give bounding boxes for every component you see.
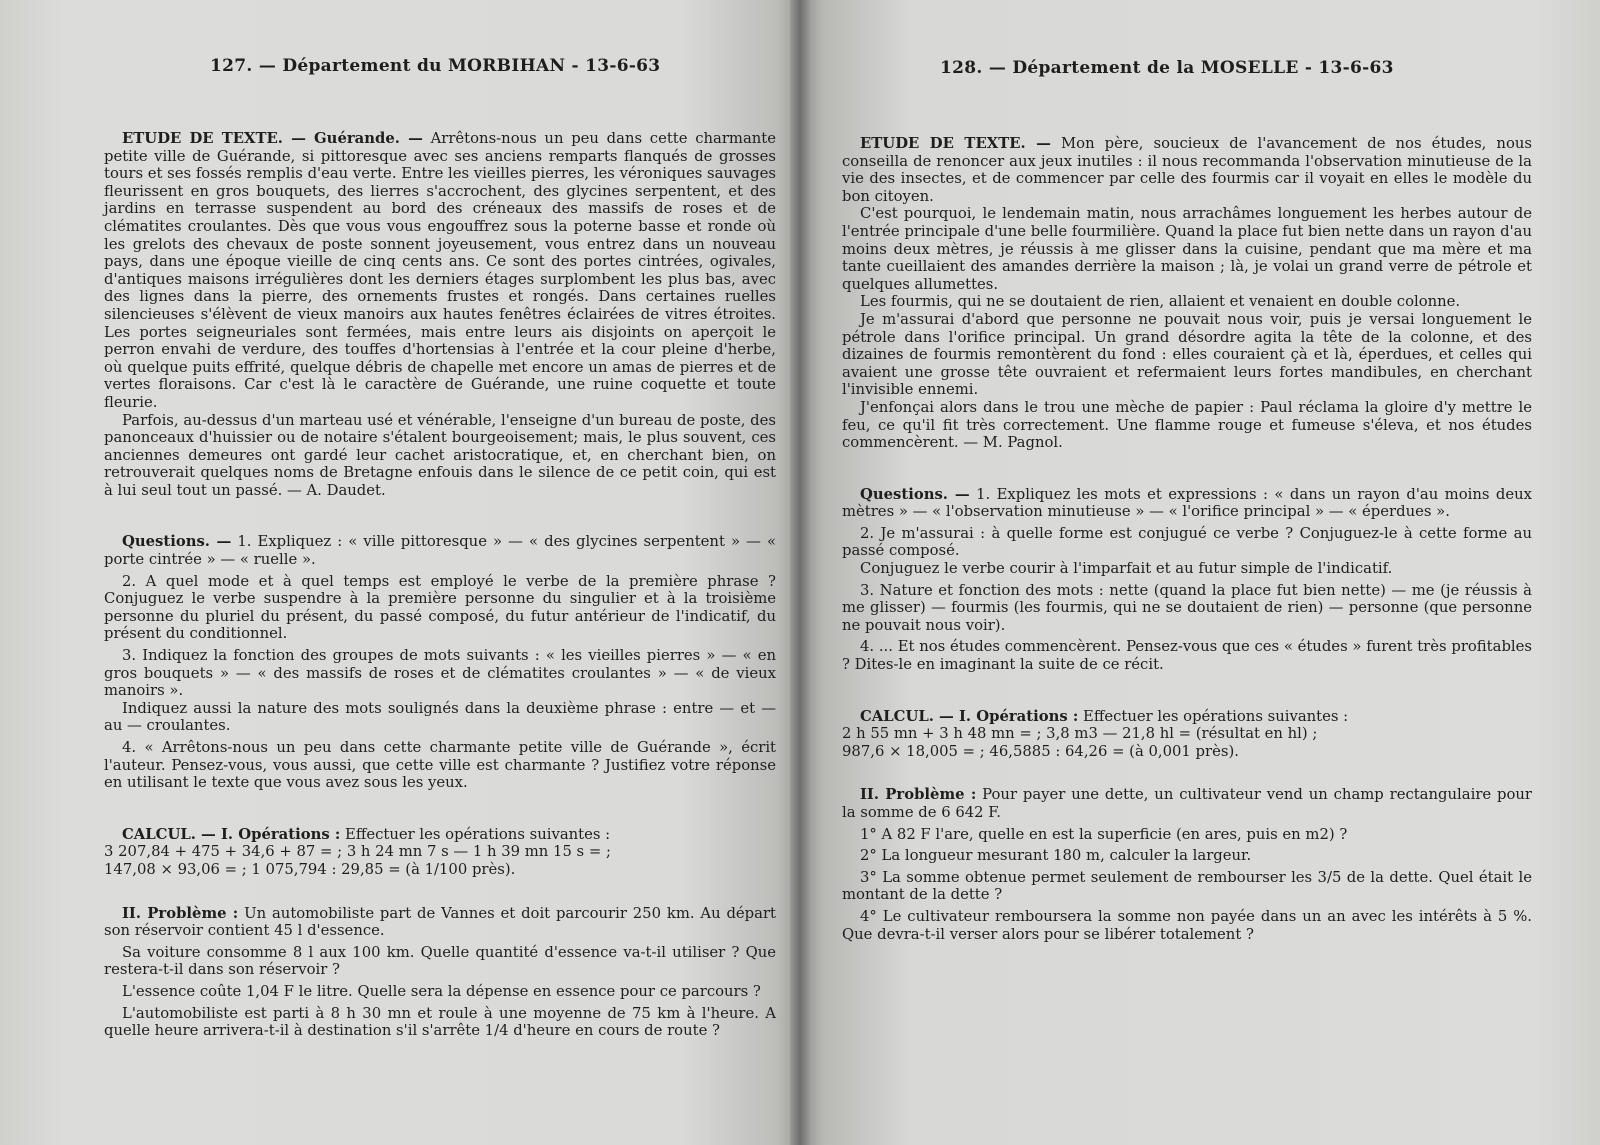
left-probleme: [104, 905, 776, 1040]
right-calcul-line-2: 987,6 × 18,005 = ; 46,5885 : 64,26 = (à 0,001 près).: [842, 742, 1239, 760]
right-probleme: [842, 786, 1532, 943]
left-question-2: 2. A quel mode et à quel temps est employé le verbe de la première phrase ? Conjuguez le verbe suspendre à la première personne du singulier et à la troisième personne du pluriel du présent, du passé composé, du futur antérieur de l'indicatif, du présent du conditionnel.: [104, 572, 776, 643]
left-page-header: 127. — Département du MORBIHAN - 13-6-63: [210, 56, 661, 76]
right-page-content: [842, 135, 1532, 943]
left-calcul: [104, 826, 776, 879]
left-questions: [104, 533, 776, 791]
left-calcul-intro-text: Effectuer les opérations suivantes :: [345, 825, 611, 843]
right-question-1-text: 1. Expliquez les mots et expressions : « dans un rayon d'au moins deux mètres » — « l'observation minutieuse » — « l'orifice principal » — « éperdues ».: [842, 485, 1532, 521]
left-probleme-paragraph-4: L'automobiliste est parti à 8 h 30 mn et roule à une moyenne de 75 km à l'heure. A quelle heure arrivera-t-il à destination s'il s'arrête 1/4 d'heure en cours de route ?: [104, 1004, 776, 1040]
left-etude-paragraph-2: Parfois, au-dessus d'un marteau usé et vénérable, l'enseigne d'un bureau de poste, des panonceaux d'huissier ou de notaire s'étalent bourgeoisement; mais, le plus souvent, ces anciennes demeures ont gardé leur cachet aristocratique, et, en cherchant bien, on retrouverait quelques noms de Bretagne enfouis dans le silence de ce petit coin, qui est à lui seul tout un passé. — A. Daudet.: [104, 411, 776, 499]
right-question-1: [842, 486, 1532, 521]
right-etude-paragraph-1: Mon père, soucieux de l'avancement de nos études, nous conseilla de renoncer aux jeux inutiles : il nous recommanda l'observation minutieuse de la vie des insectes, et de commencer par celle des fourmis car il voyait en elles le modèle du bon citoyen.: [842, 135, 1532, 205]
left-probleme-label: II. Problème :: [122, 904, 239, 922]
right-probleme-paragraph-2: 1° A 82 F l'are, quelle en est la superficie (en ares, puis en m2) ?: [860, 825, 1348, 843]
left-probleme-paragraph-3: L'essence coûte 1,04 F le litre. Quelle sera la dépense en essence pour ce parcours ?: [122, 982, 761, 1000]
right-calcul-intro-text: Effectuer les opérations suivantes :: [1083, 707, 1349, 725]
left-etude-paragraph-1: Arrêtons-nous un peu dans cette charmante petite ville de Guérande, si pittoresque avec ses anciens remparts flanqués de grosses tours et ses fossés remplis d'eau verte. Entre les vieilles pierres, les véroniques sauvages fleurissent en gros bouquets, des lierres s'accrochent, des glycines serpentent, et des jardins en terrasse suspendent au bord des créneaux des massifs de roses et de clématites croulantes. Dès que vous vous engouffrez sous la poterne basse et ronde où les grelots des chevaux de poste sonnent joyeusement, vous entrez dans un nouveau pays, dans une époque vieille de cinq cents ans. Ce sont des portes cintrées, ogivales, d'antiques maisons irrégulières dont les derniers étages surplombent les plus bas, avec des lignes dans la pierre, des ornements frustes et rongés. Dans certaines ruelles silencieuses s'élèvent de vieux manoirs aux hautes fenêtres éclairées de vitres étroites. Les portes seigneuriales sont fermées, mais entre leurs ais disjoints on aperçoit le perron envahi de verdure, des touffes d'hortensias à l'entrée et la cour pleine d'herbe, où quelque puits effrité, quelque débris de chapelle met encore un amas de pierres et de vertes floraisons. Car c'est là le caractère de Guérande, une ruine coquette et toute fleurie.: [104, 130, 776, 411]
left-probleme-paragraph-1: [104, 905, 776, 940]
right-probleme-paragraph-3: 2° La longueur mesurant 180 m, calculer la largeur.: [860, 847, 1252, 865]
right-probleme-paragraph-1: [842, 786, 1532, 821]
left-question-3: 3. Indiquez la fonction des groupes de mots suivants : « les vieilles pierres » — « en gros bouquets » — « des massifs de roses et de clématites croulantes » — « de vieux manoirs ».: [104, 647, 776, 700]
left-probleme-paragraph-2: Sa voiture consomme 8 l aux 100 km. Quelle quantité d'essence va-t-il utiliser ? Que restera-t-il dans son réservoir ?: [104, 943, 776, 979]
right-calcul-label: CALCUL. — I. Opérations :: [860, 707, 1079, 725]
right-calcul-line-1: 2 h 55 mn + 3 h 48 mn = ; 3,8 m3 — 21,8 hl = (résultat en hl) ;: [842, 725, 1318, 743]
left-question-3b: Indiquez aussi la nature des mots soulignés dans la deuxième phrase : entre — et — au — croulantes.: [104, 699, 776, 735]
right-calcul-intro: [842, 708, 1532, 726]
right-question-4: 4. ... Et nos études commencèrent. Pensez-vous que ces « études » furent très profitables ? Dites-le en imaginant la suite de ce récit.: [842, 638, 1532, 674]
left-probleme-paragraph-1-text: Un automobiliste part de Vannes et doit parcourir 250 km. Au départ son réservoir contient 45 l d'essence.: [104, 904, 776, 940]
left-question-1: [104, 533, 776, 568]
right-page-header: 128. — Département de la MOSELLE - 13-6-63: [940, 58, 1394, 78]
right-questions: [842, 486, 1532, 674]
left-etude-text: [104, 130, 776, 412]
right-etude-label: ETUDE DE TEXTE. —: [860, 135, 1051, 152]
right-probleme-paragraph-5: 4° Le cultivateur remboursera la somme non payée dans un an avec les intérêts à 5 %. Que devra-t-il verser alors pour se libérer totalement ?: [842, 907, 1532, 943]
right-etude-paragraph-3: Les fourmis, qui ne se doutaient de rien, allaient et venaient en double colonne.: [860, 293, 1461, 311]
left-calcul-intro: [104, 826, 776, 844]
right-question-2: 2. Je m'assurai : à quelle forme est conjugué ce verbe ? Conjuguez-le à cette forme au passé composé.: [842, 524, 1532, 560]
left-etude-label: ETUDE DE TEXTE. — Guérande. —: [122, 130, 423, 147]
right-probleme-paragraph-4: 3° La somme obtenue permet seulement de rembourser les 3/5 de la dette. Quel était le montant de la dette ?: [842, 868, 1532, 904]
right-probleme-label: II. Problème :: [860, 786, 977, 804]
right-calcul: [842, 708, 1532, 761]
right-question-2b: Conjuguez le verbe courir à l'imparfait et au futur simple de l'indicatif.: [860, 560, 1393, 578]
left-question-1-text: 1. Expliquez : « ville pittoresque » — « des glycines serpentent » — « porte cintrée » — « ruelle ».: [104, 533, 777, 569]
right-page: [800, 0, 1600, 1145]
right-etude-paragraph-5: J'enfonçai alors dans le trou une mèche de papier : Paul réclama la gloire d'y mettre le feu, ce qu'il fit très correctement. Une flamme rouge et fumeuse s'éleva, et nos études commencèrent. — M. Pagnol.: [842, 398, 1532, 452]
left-question-4: 4. « Arrêtons-nous un peu dans cette charmante petite ville de Guérande », écrit l'auteur. Pensez-vous, vous aussi, que cette ville est charmante ? Justifiez votre réponse en utilisant le texte que vous avez sous les yeux.: [104, 739, 776, 792]
right-etude-paragraph-2: C'est pourquoi, le lendemain matin, nous arrachâmes longuement les herbes autour de l'entrée principale d'une belle fourmilière. Quand la place fut bien nette dans un rayon d'au moins deux mètres, je réussis à me glisser dans la cuisine, pendant que ma mère et ma tante cueillaient des amandes derrière la maison ; là, je volai un grand verre de pétrole et quelques allumettes.: [842, 205, 1532, 293]
left-page-content: [104, 130, 776, 1040]
left-questions-label: Questions. —: [122, 533, 232, 551]
left-calcul-line-1: 3 207,84 + 475 + 34,6 + 87 = ; 3 h 24 mn 7 s — 1 h 39 mn 15 s = ;: [104, 843, 611, 861]
right-etude-paragraph-4: Je m'assurai d'abord que personne ne pouvait nous voir, puis je versai longuement le pétrole dans l'orifice principal. Un grand désordre agita la tête de la colonne, et des dizaines de fourmis remontèrent du fond : elles couraient çà et là, éperdues, et celles qui avaient une grosse tête ouvraient et refermaient leurs fortes mandibules, en cherchant l'invisible ennemi.: [842, 310, 1532, 399]
right-questions-label: Questions. —: [860, 485, 970, 503]
right-probleme-paragraph-1-text: Pour payer une dette, un cultivateur vend un champ rectangulaire pour la somme de 6 642 F.: [842, 786, 1532, 821]
right-etude-text: [842, 135, 1532, 205]
book-gutter: [790, 0, 810, 1145]
left-calcul-line-2: 147,08 × 93,06 = ; 1 075,794 : 29,85 = (à 1/100 près).: [104, 860, 516, 878]
right-question-3: 3. Nature et fonction des mots : nette (quand la place fut bien nette) — me (je réussis à me glisser) — fourmis (les fourmis, qui ne se doutaient de rien) — personne (que personne ne pouvait nous voir).: [842, 581, 1532, 634]
left-calcul-label: CALCUL. — I. Opérations :: [122, 825, 341, 843]
